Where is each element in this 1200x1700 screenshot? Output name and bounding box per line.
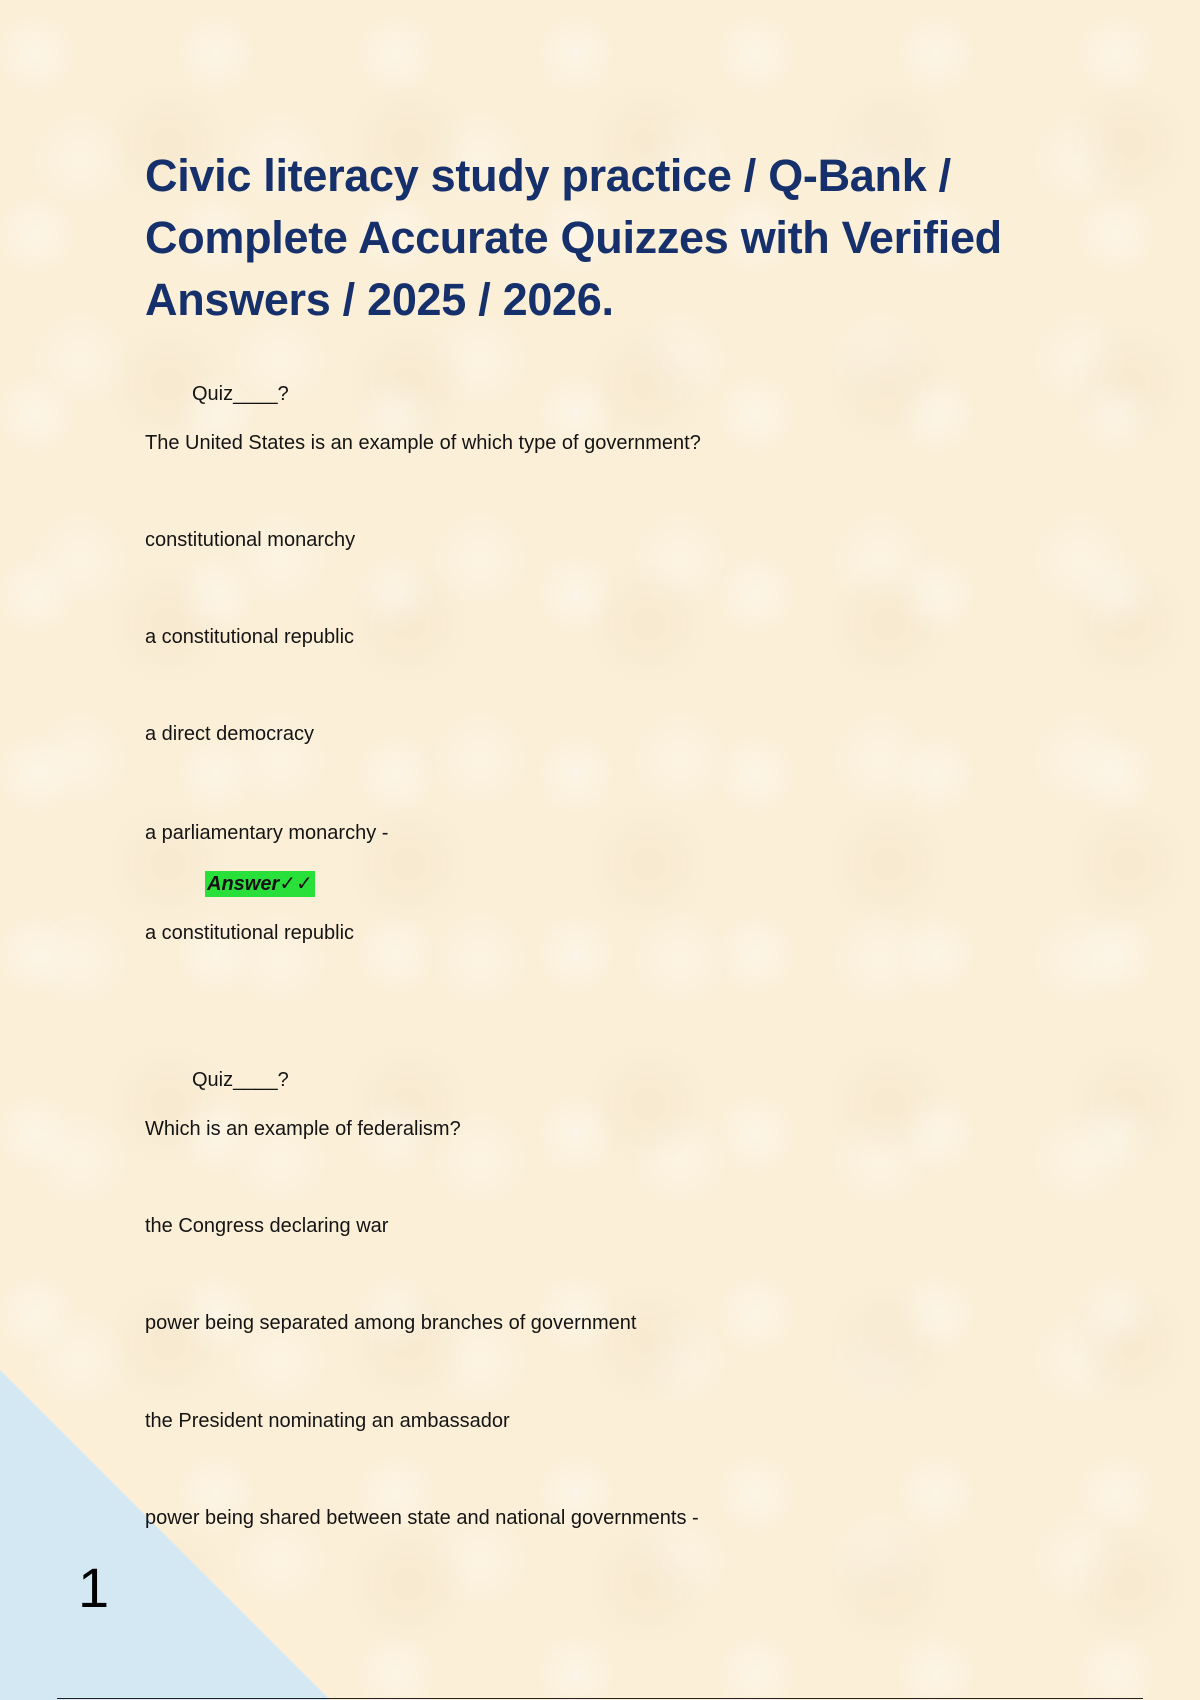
- answer-option: a parliamentary monarchy -: [145, 822, 389, 844]
- question-text: Which is an example of federalism?: [145, 1118, 461, 1140]
- answer-option: a direct democracy: [145, 723, 314, 745]
- answer-option: a constitutional republic: [145, 626, 355, 648]
- quiz-label: Quiz____?: [192, 383, 289, 405]
- question-text: The United States is an example of which type of government?: [145, 432, 701, 454]
- document-title: Civic literacy study practice / Q-Bank / Complete Accurate Quizzes with Verified Answers / 2025 / 2026.: [145, 150, 1002, 325]
- correct-answer: a constitutional republic: [145, 922, 355, 944]
- answer-option: power being separated among branches of government: [145, 1312, 637, 1334]
- page-number: 1: [78, 1556, 110, 1619]
- quiz-label: Quiz____?: [192, 1069, 289, 1091]
- answer-option: constitutional monarchy: [145, 529, 356, 551]
- answer-option: power being shared between state and national governments -: [145, 1507, 699, 1529]
- answer-option: the President nominating an ambassador: [145, 1410, 510, 1432]
- answer-option: the Congress declaring war: [145, 1215, 389, 1237]
- answer-marker: Answer✓✓: [207, 873, 313, 895]
- footer-divider: [57, 1698, 1143, 1699]
